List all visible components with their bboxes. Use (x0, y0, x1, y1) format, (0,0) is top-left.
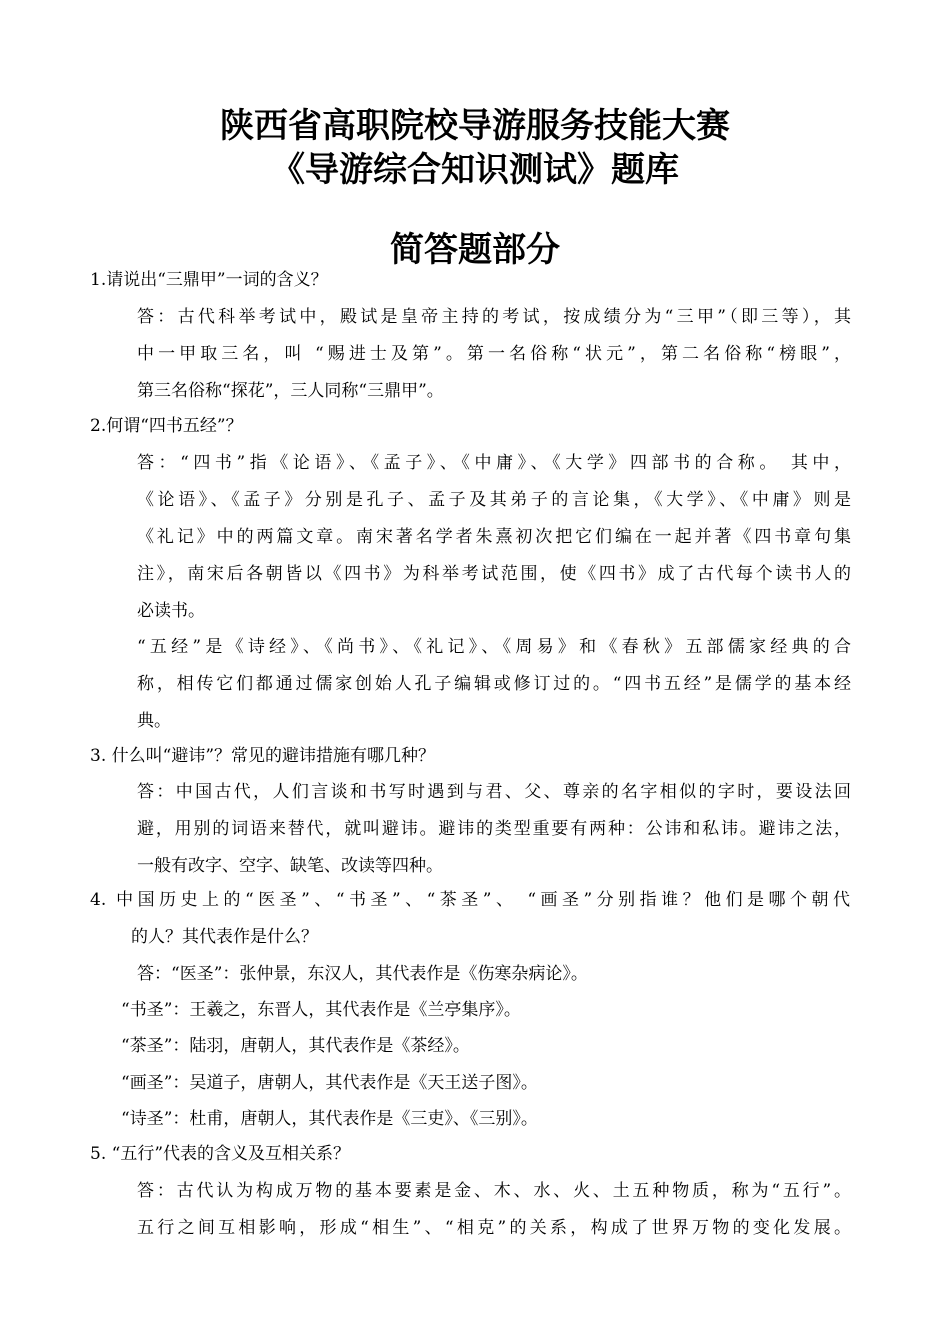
answer-1-line-1: 答：古代科举考试中，殿试是皇帝主持的考试，按成绩分为“三甲”（即三等），其 (137, 307, 851, 327)
question-1: 1.请说出“三鼎甲”一词的含义？ (90, 270, 328, 290)
answer-2-line-7: 称，相传它们都通过儒家创始人孔子编辑或修订过的。“四书五经”是儒学的基本经 (137, 674, 851, 694)
document-title: 陕西省高职院校导游服务技能大赛 (220, 106, 730, 146)
section-title: 简答题部分 (390, 230, 560, 270)
answer-2-line-8: 典。 (137, 711, 171, 731)
answer-2-line-4: 注》，南宋后各朝皆以《四书》为科举考试范围，使《四书》成了古代每个读书人的 (137, 564, 851, 584)
answer-1-line-3: 第三名俗称“探花”，三人同称“三鼎甲”。 (137, 381, 444, 401)
answer-3-line-3: 一般有改字、空字、缺笔、改读等四种。 (137, 856, 443, 876)
answer-2-line-6: “五经”是《诗经》、《尚书》、《礼记》、《周易》和《春秋》五部儒家经典的合 (137, 637, 851, 657)
answer-2-line-5: 必读书。 (137, 601, 205, 621)
answer-4-line-1: 答：“医圣”：张仲景，东汉人，其代表作是《伤寒杂病论》。 (137, 964, 588, 984)
question-2: 2.何谓“四书五经”？ (90, 416, 243, 436)
question-3: 3. 什么叫“避讳”？常见的避讳措施有哪几种？ (90, 746, 436, 766)
answer-2-line-1: 答：“四书”指《论语》、《孟子》、《中庸》、《大学》四部书的合称。 其中， (137, 453, 851, 473)
question-5: 5. “五行”代表的含义及互相关系？ (90, 1144, 351, 1164)
answer-4-sage-2: “茶圣”：陆羽，唐朝人，其代表作是《茶经》。 (121, 1036, 470, 1056)
answer-5-line-1: 答：古代认为构成万物的基本要素是金、木、水、火、土五种物质，称为“五行”。 (137, 1181, 851, 1201)
answer-5-line-2: 五行之间互相影响，形成“相生”、“相克”的关系，构成了世界万物的变化发展。 (137, 1218, 851, 1238)
answer-3-line-2: 避，用别的词语来替代，就叫避讳。避讳的类型重要有两种：公讳和私讳。避讳之法， (137, 819, 851, 839)
answer-2-line-2: 《论语》、《孟子》分别是孔子、孟子及其弟子的言论集，《大学》、《中庸》则是 (137, 490, 851, 510)
question-4: 4. 中国历史上的“医圣”、“书圣”、“茶圣”、 “画圣”分别指谁？他们是哪个朝代 (90, 890, 850, 910)
answer-2-line-3: 《礼记》中的两篇文章。南宋著名学者朱熹初次把它们编在一起并著《四书章句集 (137, 527, 851, 547)
answer-1-line-2: 中一甲取三名，叫 “赐进士及第”。第一名俗称“状元”，第二名俗称“榜眼”， (137, 344, 851, 364)
answer-4-sage-4: “诗圣”：杜甫，唐朝人，其代表作是《三吏》、《三别》。 (121, 1109, 538, 1129)
answer-4-sage-3: “画圣”：吴道子，唐朝人，其代表作是《天王送子图》。 (121, 1073, 538, 1093)
answer-3-line-1: 答：中国古代，人们言谈和书写时遇到与君、父、尊亲的名字相似的字时，要设法回 (137, 782, 851, 802)
question-4-continued: 的人？其代表作是什么？ (131, 927, 318, 947)
answer-4-sage-1: “书圣”：王羲之，东晋人，其代表作是《兰亭集序》。 (121, 1000, 521, 1020)
document-subtitle: 《导游综合知识测试》题库 (271, 150, 679, 190)
